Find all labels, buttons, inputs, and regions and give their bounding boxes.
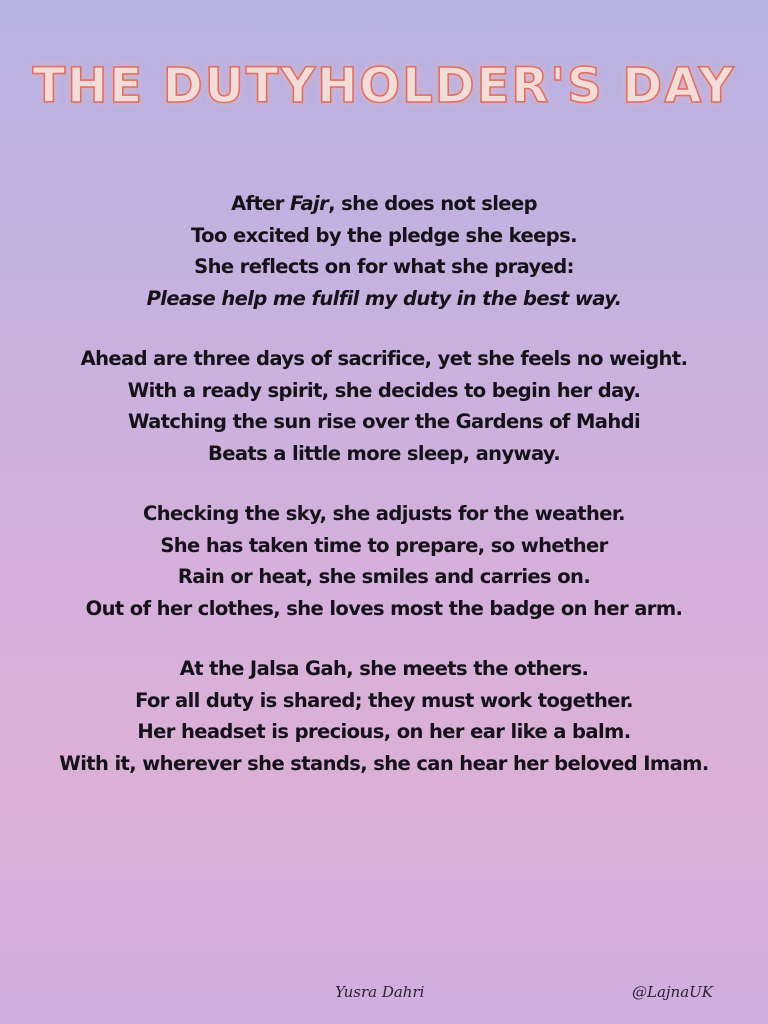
stanza-2-line-3: Watching the sun rise over the Gardens of Mahdi xyxy=(127,410,641,433)
social-handle: @LajnaUK xyxy=(632,983,714,1001)
stanza-1-line-3: She reflects on for what she prayed: xyxy=(194,255,574,278)
stanza-4-line-2: For all duty is shared; they must work together. xyxy=(135,688,633,712)
poem-body xyxy=(0,188,768,808)
stanza-3-line-4: Out of her clothes, she loves most the badge on her arm. xyxy=(85,596,683,620)
stanza-3-line-3: Rain or heat, she smiles and carries on. xyxy=(177,565,591,588)
stanza-2-line-2: With a ready spirit, she decides to begin her day. xyxy=(127,378,641,402)
author-signature: Yusra Dahri xyxy=(335,983,425,1001)
poem-title: THE DUTYHOLDER'S DAY xyxy=(32,58,736,114)
stanza-3 xyxy=(0,498,768,624)
line-text: After xyxy=(231,192,290,215)
stanza-3-line-1: Checking the sky, she adjusts for the weather. xyxy=(143,502,625,525)
emphasis-fajr: Fajr xyxy=(290,192,329,215)
stanza-2-line-1: Ahead are three days of sacrifice, yet she feels no weight. xyxy=(80,347,688,370)
stanza-4-line-4: With it, wherever she stands, she can hear her beloved Imam. xyxy=(59,751,709,775)
stanza-1-line-2: Too excited by the pledge she keeps. xyxy=(191,223,577,247)
stanza-1-line-1 xyxy=(0,188,768,220)
stanza-1-line-4: Please help me fulfil my duty in the best way. xyxy=(146,286,622,310)
stanza-2-line-4: Beats a little more sleep, anyway. xyxy=(207,441,561,465)
stanza-4-line-3: Her headset is precious, on her ear like a balm. xyxy=(137,720,631,743)
stanza-2 xyxy=(0,343,768,469)
stanza-4 xyxy=(0,653,768,779)
stanza-1 xyxy=(0,188,768,314)
stanza-3-line-2: She has taken time to prepare, so whether xyxy=(160,533,608,557)
stanza-4-line-1: At the Jalsa Gah, she meets the others. xyxy=(179,657,589,680)
line-text: , she does not sleep xyxy=(328,192,537,215)
